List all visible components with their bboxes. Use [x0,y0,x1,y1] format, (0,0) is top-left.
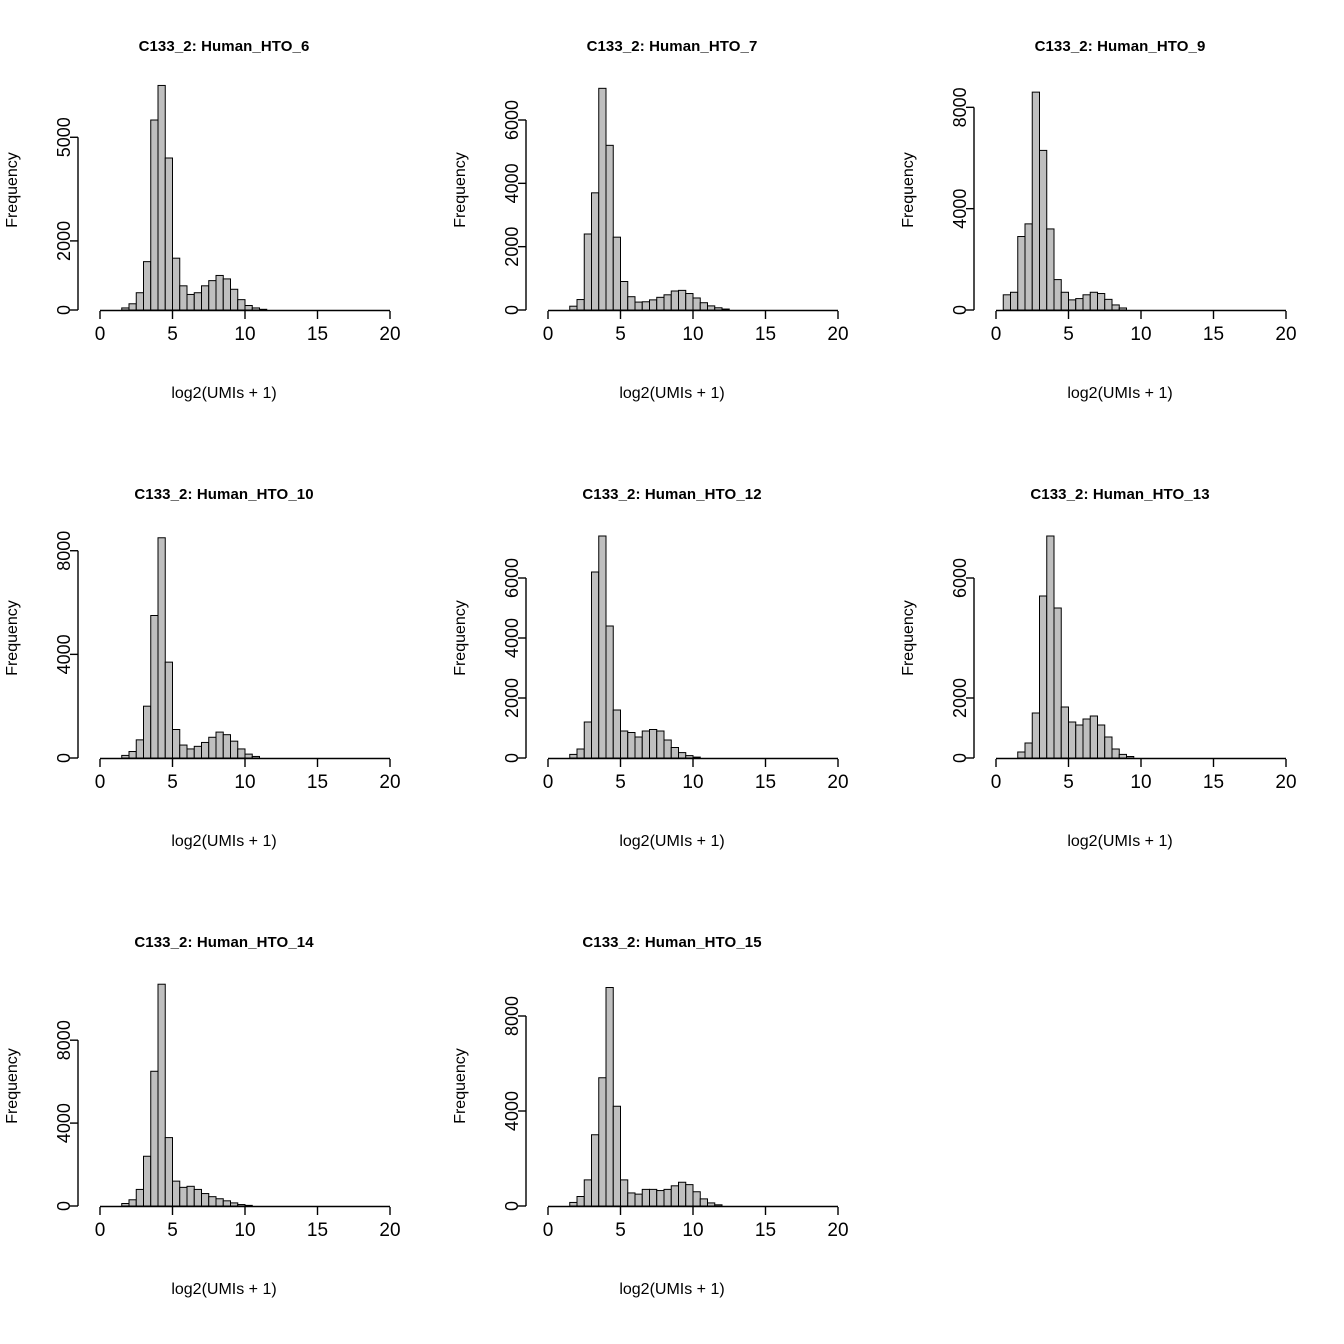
x-axis-tick-label: 0 [542,1220,554,1241]
y-axis-label-text: Frequency [452,1048,469,1124]
histogram-bar [635,1194,642,1206]
histogram-bar [173,730,180,759]
histogram-bar [144,706,151,758]
histogram-bar [584,1180,591,1206]
histogram-bar [642,1189,649,1206]
x-axis-tick-label: 10 [682,324,704,345]
y-axis-tick-label: 2000 [54,220,74,261]
histogram-bar [693,1192,700,1206]
x-axis-tick-label: 5 [615,772,626,793]
x-axis-tick-label: 0 [94,324,106,345]
histogram-bar [231,289,238,310]
histogram-bar [1040,150,1047,310]
panel-title: C133_2: Human_HTO_12 [582,486,762,503]
histogram-bar [1018,752,1025,758]
histogram-bar [657,297,664,310]
x-axis-tick-label: 0 [94,772,106,793]
panel-title: C133_2: Human_HTO_7 [586,38,758,55]
x-axis-label: log2(UMIs + 1) [619,385,725,402]
x-axis-label: log2(UMIs + 1) [171,1281,277,1298]
y-axis-tick-label: 8000 [54,530,74,571]
y-axis-tick-label: 4000 [502,163,522,204]
histogram-bar [621,731,628,758]
histogram-bar [209,1197,216,1206]
x-axis-tick-label: 20 [827,324,849,345]
y-axis-tick-label: 6000 [950,557,970,599]
histogram-bar [599,88,606,310]
y-axis-tick-label: 2000 [502,226,522,267]
histogram-bar [606,145,613,310]
histogram-bar [700,1199,707,1206]
plot-area [896,508,1344,828]
histogram-bar [664,740,671,758]
histogram-bar [180,286,187,310]
x-axis-tick-label: 20 [379,324,401,345]
histogram-bar [187,1186,194,1206]
histogram-bar [129,752,136,758]
histogram-bars [122,538,260,758]
histogram-bar [1098,725,1105,758]
histogram-bar [1003,295,1010,310]
histogram-bar [577,749,584,758]
x-axis-tick-label: 0 [990,324,1002,345]
histogram-bar [671,1186,678,1206]
y-axis-label-text: Frequency [4,1048,21,1124]
histogram-bar [1054,280,1061,310]
x-axis-tick-label: 5 [1063,324,1074,345]
x-axis-tick-label: 0 [542,324,554,345]
histogram-bar [136,293,143,310]
histogram-bar [216,275,223,310]
histogram-bar [1069,722,1076,758]
histogram-bar [187,749,194,758]
y-axis-label-text: Frequency [452,152,469,228]
histogram-bar [245,754,252,758]
histogram-bar [1047,536,1054,758]
x-axis-label: log2(UMIs + 1) [1067,833,1173,850]
y-axis-label-text: Frequency [452,600,469,676]
x-axis-tick-label: 15 [754,324,777,345]
panel-title: C133_2: Human_HTO_13 [1030,486,1210,503]
histogram-bar [151,120,158,310]
histogram-bar [122,755,129,758]
histogram-bar [223,1201,230,1206]
histogram-bar [1040,596,1047,758]
x-axis-tick-label: 15 [1202,772,1225,793]
histogram-bar [136,1189,143,1206]
y-axis-tick-label: 0 [54,1200,74,1212]
histogram-bar [238,300,245,310]
histogram-bar [194,1189,201,1206]
x-axis-tick-label: 5 [1063,772,1074,793]
panel-title: C133_2: Human_HTO_10 [134,486,314,503]
histogram-bar [628,1193,635,1206]
x-axis-tick-label: 5 [615,1220,626,1241]
histogram-bar [1076,725,1083,758]
histogram-bars [570,988,722,1207]
x-axis-tick-label: 15 [306,1220,329,1241]
histogram-bar [252,756,259,758]
histogram-bar [642,302,649,310]
histogram-bar [592,193,599,310]
panel-title: C133_2: Human_HTO_15 [582,934,762,951]
histogram-bar [584,234,591,310]
histogram-bar [577,300,584,310]
histogram-bar [592,572,599,758]
histogram-bar [657,1191,664,1206]
histogram-bar [700,303,707,310]
histogram-bars [122,85,267,310]
x-axis-tick-label: 15 [1202,324,1225,345]
x-axis-tick-label: 15 [754,1220,777,1241]
histogram-bar [1083,719,1090,758]
x-axis-tick-label: 15 [306,324,329,345]
x-axis-label: log2(UMIs + 1) [1067,385,1173,402]
histogram-bar [1127,757,1134,759]
histogram-bar [1069,300,1076,310]
histogram-bar [158,538,165,758]
plot-area [896,60,1344,380]
histogram-bar [202,1194,209,1206]
y-axis-tick-label: 0 [54,752,74,764]
x-axis-tick-label: 20 [1275,324,1297,345]
histogram-bar [173,258,180,310]
y-axis-tick-label: 0 [950,304,970,316]
panel-title: C133_2: Human_HTO_14 [134,934,314,951]
histogram-panel [0,448,448,896]
histogram-bar [187,294,194,310]
histogram-bar [650,730,657,759]
histogram-bar [231,741,238,758]
histogram-bar [1083,295,1090,310]
histogram-bar [1061,292,1068,310]
histogram-bar [686,294,693,310]
histogram-bar [1054,608,1061,758]
histogram-bar [599,536,606,758]
histogram-bar [671,291,678,310]
y-axis-label-text: Frequency [4,152,21,228]
histogram-bar [223,735,230,758]
histogram-bar [158,984,165,1206]
y-axis-tick-label: 4000 [502,617,522,659]
histogram-bar [613,237,620,310]
y-axis-label-text: Frequency [4,600,21,676]
x-axis-label: log2(UMIs + 1) [171,833,277,850]
histogram-bar [223,279,230,310]
histogram-panel [0,0,448,448]
histogram-bar [245,306,252,310]
histogram-bar [577,1197,584,1207]
y-axis-tick-label: 0 [502,1200,522,1212]
histogram-bar [1011,292,1018,310]
histogram-bar [202,286,209,310]
histogram-bars [1018,536,1134,758]
histogram-bar [1090,716,1097,758]
y-axis-tick-label: 4000 [54,634,74,675]
histogram-bar [1119,308,1126,310]
histogram-bar [686,1185,693,1206]
x-axis-tick-label: 20 [379,1220,401,1241]
histogram-bar [1112,305,1119,310]
histogram-bar [1105,737,1112,758]
y-axis-label-text: Frequency [900,600,917,676]
histogram-bar [671,748,678,759]
histogram-bar [1090,292,1097,310]
histogram-bar [1105,299,1112,310]
histogram-bar [1098,294,1105,310]
histogram-bar [592,1135,599,1206]
x-axis-tick-label: 0 [94,1220,106,1241]
histogram-bar [144,1156,151,1206]
histogram-bar [209,737,216,758]
histogram-bar [679,290,686,310]
histogram-bars [122,984,253,1206]
x-axis-tick-label: 0 [542,772,554,793]
y-axis-tick-label: 0 [54,304,74,316]
histogram-bar [708,306,715,310]
histogram-panel [0,896,448,1344]
plot-area [448,508,896,828]
histogram-bar [194,293,201,310]
histogram-bar [715,308,722,310]
histogram-bar [1032,92,1039,310]
histogram-bar [1025,224,1032,310]
histogram-bar [664,1189,671,1206]
histogram-bar [1018,237,1025,310]
histogram-panel [896,0,1344,448]
histogram-bar [1025,743,1032,758]
x-axis-tick-label: 10 [682,1220,704,1241]
x-axis-label: log2(UMIs + 1) [619,1281,725,1298]
histogram-bar [613,710,620,758]
histogram-bar [606,988,613,1207]
histogram-bar [1047,229,1054,310]
histogram-bar [144,262,151,310]
histogram-bar [129,1200,136,1206]
histogram-bars [570,88,730,310]
histogram-bar [238,1205,245,1206]
histogram-bar [173,1181,180,1206]
histogram-bar [650,300,657,310]
x-axis-tick-label: 20 [827,772,849,793]
histogram-bars [570,536,701,758]
histogram-bar [635,302,642,310]
histogram-bar [1076,299,1083,310]
histogram-bar [238,749,245,758]
y-axis-tick-label: 0 [950,752,970,764]
histogram-bar [570,1202,577,1206]
histogram-bar [136,740,143,758]
histogram-bar [570,754,577,758]
histogram-bar [635,737,642,758]
histogram-bar [180,1187,187,1206]
histogram-bar [621,282,628,311]
histogram-bars [1003,92,1126,310]
x-axis-tick-label: 20 [1275,772,1297,793]
histogram-bar [628,733,635,759]
histogram-bar [1112,749,1119,758]
histogram-bar [606,626,613,758]
y-axis-tick-label: 4000 [950,188,970,229]
plot-area [0,508,448,828]
y-axis-tick-label: 6000 [502,557,522,599]
y-axis-tick-label: 4000 [502,1090,522,1132]
plot-area [448,956,896,1276]
y-axis-tick-label: 8000 [502,995,522,1037]
y-axis-tick-label: 0 [502,304,522,316]
x-axis-tick-label: 20 [827,1220,849,1241]
x-axis-tick-label: 10 [234,772,256,793]
x-axis-tick-label: 0 [990,772,1002,793]
y-axis-label-text: Frequency [900,152,917,228]
x-axis-tick-label: 15 [754,772,777,793]
histogram-bar [570,306,577,310]
x-axis-tick-label: 15 [306,772,329,793]
histogram-bar [158,85,165,310]
x-axis-tick-label: 5 [167,772,178,793]
histogram-bar [664,295,671,310]
histogram-bar [621,1180,628,1206]
y-axis-tick-label: 2000 [950,677,970,719]
histogram-bar [122,1204,129,1206]
histogram-bar [165,662,172,758]
y-axis-tick-label: 5000 [54,117,74,158]
histogram-bar [122,308,129,310]
histogram-bar [165,158,172,310]
histogram-bar [628,297,635,310]
histogram-panel [448,896,896,1344]
panel-title: C133_2: Human_HTO_6 [138,38,310,55]
y-axis-tick-label: 2000 [502,677,522,719]
histogram-bar [584,722,591,758]
histogram-bar [679,753,686,758]
y-axis-tick-label: 8000 [54,1020,74,1061]
histogram-bar [650,1189,657,1206]
histogram-bar [151,616,158,759]
x-axis-tick-label: 10 [1130,324,1152,345]
y-axis-tick-label: 4000 [54,1103,74,1144]
histogram-bar [679,1182,686,1206]
plot-area [448,60,896,380]
y-axis-tick-label: 6000 [502,99,522,141]
y-axis-tick-label: 8000 [950,87,970,128]
plot-area [0,956,448,1276]
histogram-bar [613,1106,620,1206]
x-axis-tick-label: 10 [234,324,256,345]
histogram-bar [231,1203,238,1206]
x-axis-tick-label: 5 [167,1220,178,1241]
histogram-bar [642,731,649,758]
histogram-bar [129,304,136,310]
histogram-bar [151,1071,158,1206]
histogram-panel [448,0,896,448]
histogram-bar [252,308,259,310]
x-axis-tick-label: 10 [234,1220,256,1241]
histogram-bar [693,298,700,310]
histogram-bar [1119,754,1126,758]
histogram-bar [599,1078,606,1206]
y-axis-tick-label: 0 [502,752,522,764]
x-axis-tick-label: 20 [379,772,401,793]
histogram-bar [165,1138,172,1206]
histogram-bar [657,731,664,758]
histogram-bar [209,281,216,310]
plot-area [0,60,448,380]
x-axis-tick-label: 10 [1130,772,1152,793]
histogram-bar [708,1203,715,1206]
histogram-bar [216,1199,223,1206]
histogram-bar [216,732,223,758]
x-axis-tick-label: 5 [167,324,178,345]
x-axis-label: log2(UMIs + 1) [619,833,725,850]
histogram-bar [1032,713,1039,758]
panel-title: C133_2: Human_HTO_9 [1034,38,1206,55]
histogram-bar [180,745,187,758]
histogram-panel [896,448,1344,896]
histogram-bar [194,746,201,758]
histogram-bar [1061,707,1068,758]
x-axis-label: log2(UMIs + 1) [171,385,277,402]
x-axis-tick-label: 10 [682,772,704,793]
histogram-bar [686,756,693,758]
histogram-bar [202,742,209,758]
histogram-panel [448,448,896,896]
x-axis-tick-label: 5 [615,324,626,345]
